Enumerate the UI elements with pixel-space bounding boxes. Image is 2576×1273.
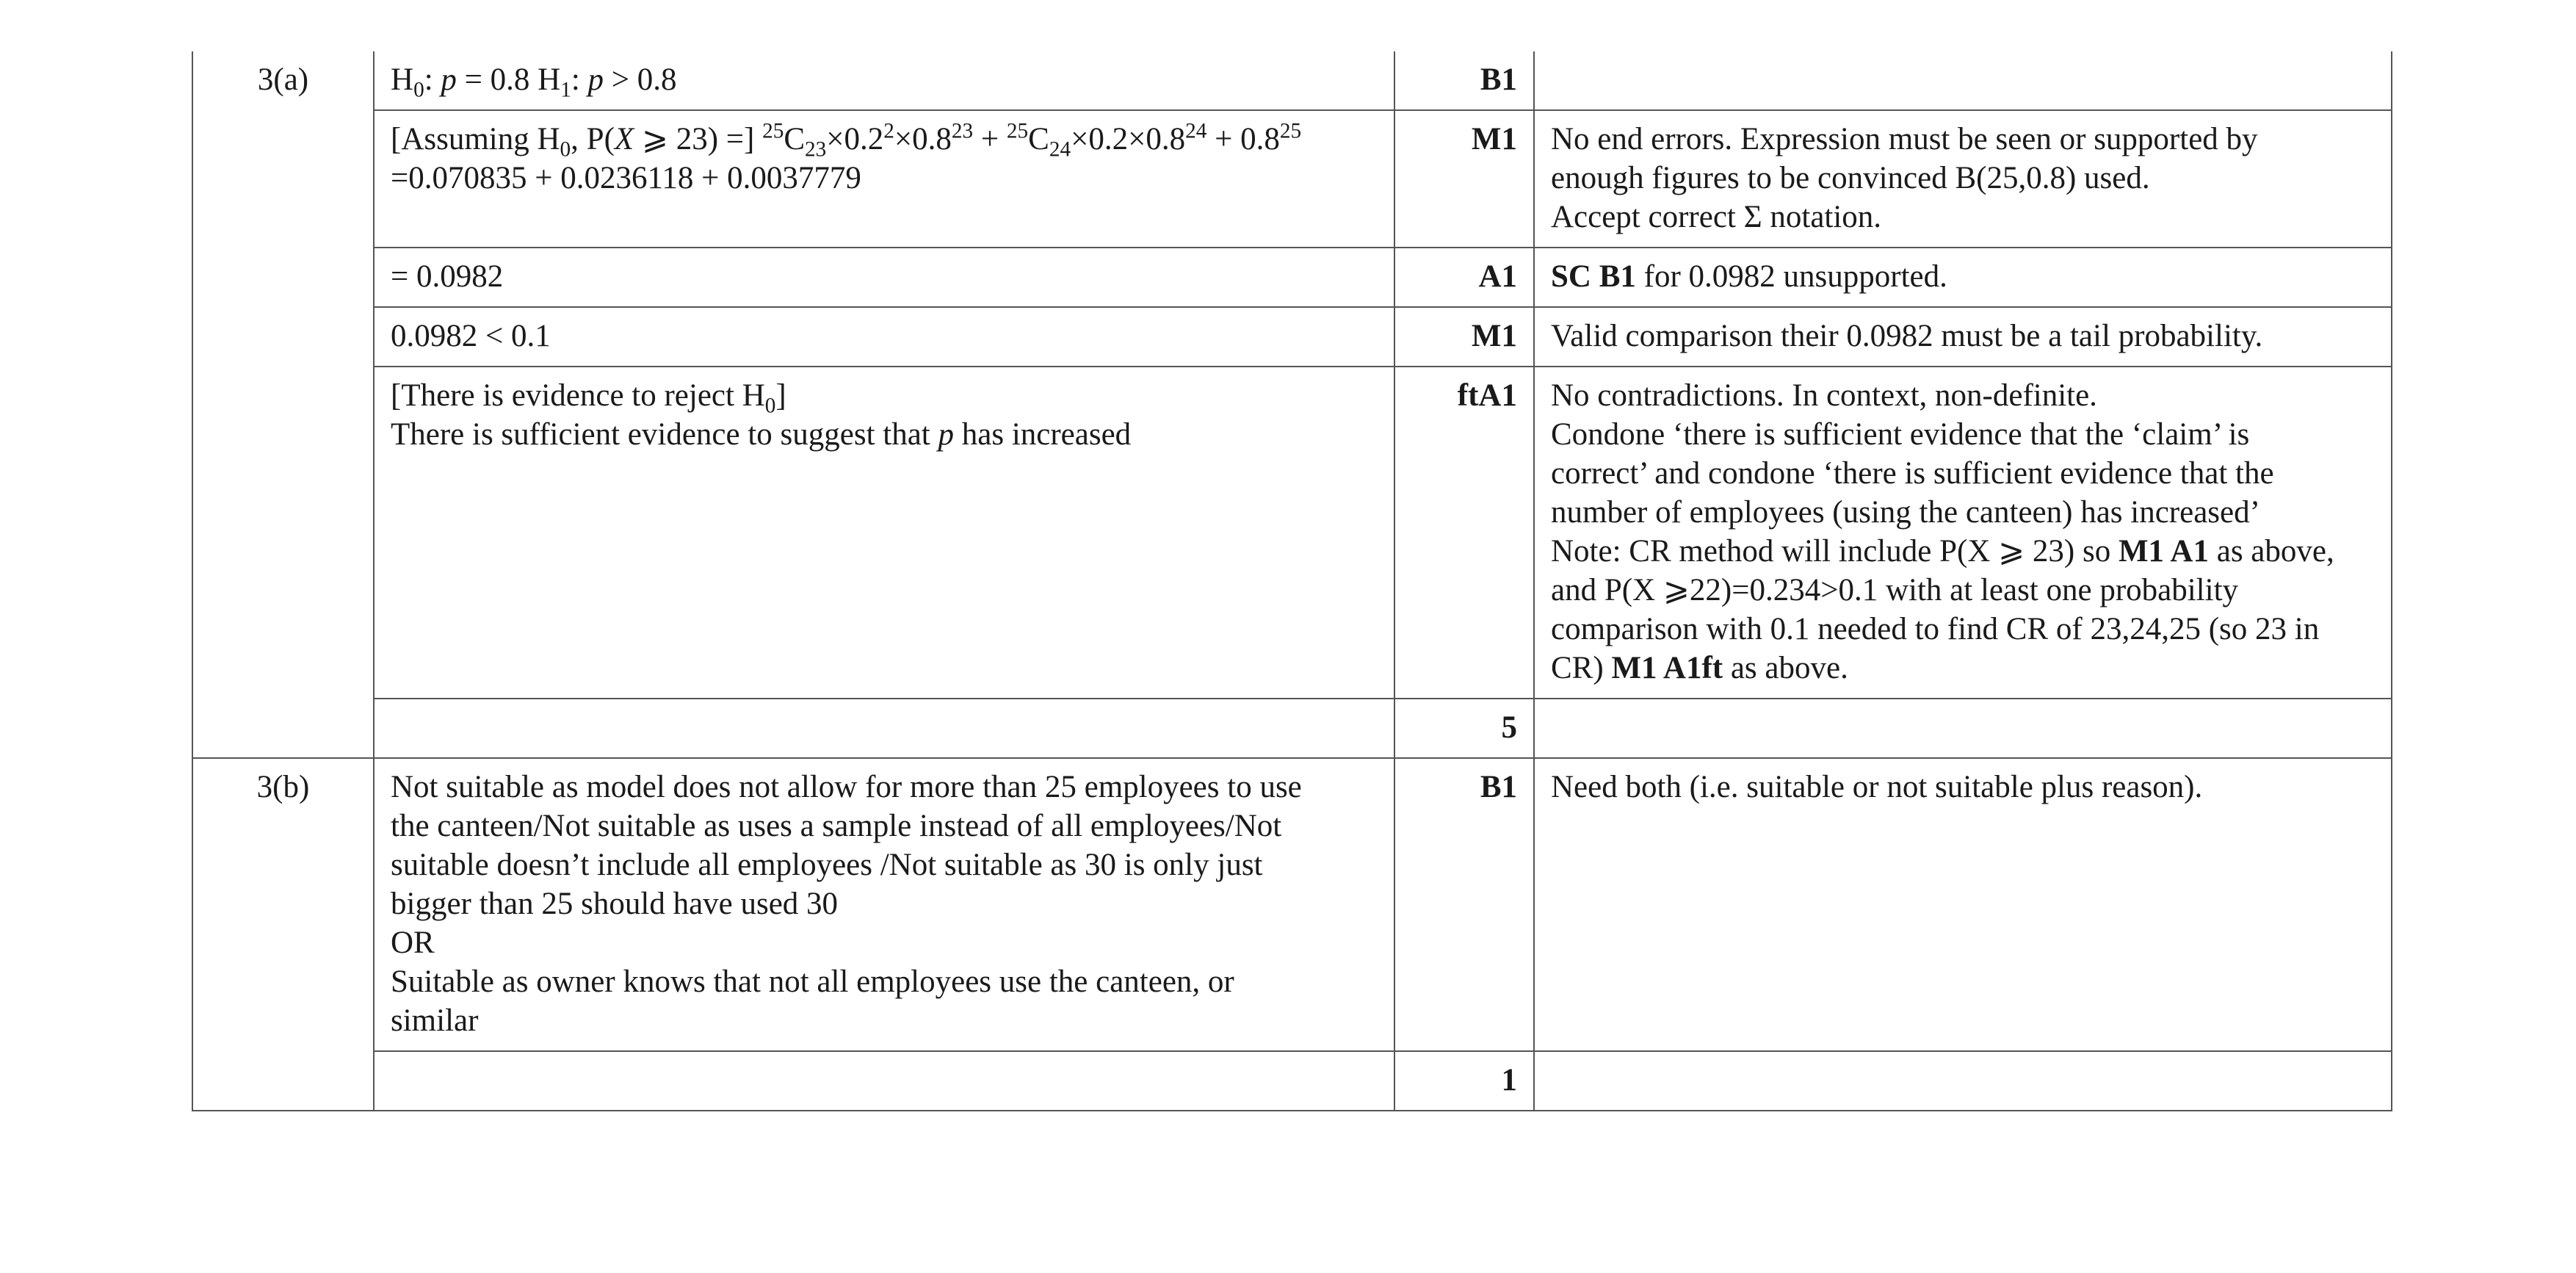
guidance-line: Accept correct Σ notation. xyxy=(1551,200,1882,234)
conclusion-line-1: [There is evidence to reject $H_0$] xyxy=(391,378,786,418)
answer-cell xyxy=(374,110,1394,248)
guidance-line: No end errors. Expression must be seen or supported by xyxy=(1551,122,2258,156)
mark-cell: M1 xyxy=(1394,307,1534,367)
table-row xyxy=(192,248,2392,307)
guidance-line: No contradictions. In context, non-definite. xyxy=(1551,378,2097,413)
table-row xyxy=(192,699,2392,758)
table-row xyxy=(192,758,2392,1051)
mark-cell: A1 xyxy=(1394,248,1534,307)
guidance-cell xyxy=(1534,110,2392,248)
answer-cell xyxy=(374,51,1394,110)
binomial-expression: [Assuming $H_0$, P(X ⩾ 23) =] $^{25}C_{23}\times 0.2^2\times 0.8^{23} + ^{25}C_{24}\times 0.2\times 0.8^{24} + 0.8^{25}$ xyxy=(391,119,1302,162)
table-row xyxy=(192,307,2392,367)
answer-line: similar xyxy=(391,1003,479,1038)
mark-cell: B1 xyxy=(1394,51,1534,110)
answer-line: Suitable as owner knows that not all employees use the canteen, or xyxy=(391,964,1234,999)
guidance-cell xyxy=(1534,1051,2392,1111)
answer-cell xyxy=(374,367,1394,699)
table-row xyxy=(192,1051,2392,1111)
table-row xyxy=(192,51,2392,110)
guidance-line: Condone ‘there is sufficient evidence that the ‘claim’ is xyxy=(1551,417,2250,452)
guidance-cell: Valid comparison their 0.0982 must be a tail probability. xyxy=(1534,307,2392,367)
question-number: 3(b) xyxy=(192,758,374,1111)
guidance-line: enough figures to be convinced B(25,0.8) used. xyxy=(1551,161,2150,195)
guidance-cell xyxy=(1534,367,2392,699)
answer-line: bigger than 25 should have used 30 xyxy=(391,887,839,921)
mark-cell: M1 xyxy=(1394,110,1534,248)
total-mark: 1 xyxy=(1394,1051,1534,1111)
answer-cell: = 0.0982 xyxy=(374,248,1394,307)
conclusion-line-2: There is sufficient evidence to suggest that p has increased xyxy=(391,417,1132,452)
guidance-line: correct’ and condone ‘there is sufficient evidence that the xyxy=(1551,456,2274,491)
question-number: 3(a) xyxy=(192,51,374,758)
binomial-sum: =0.070835 + 0.0236118 + 0.0037779 xyxy=(391,161,861,195)
mark-cell: B1 xyxy=(1394,758,1534,1051)
answer-cell: 0.0982 < 0.1 xyxy=(374,307,1394,367)
hypotheses: $H_0$: p = 0.8 $H_1$: p > 0.8 xyxy=(391,62,677,102)
guidance-bold: SC B1 xyxy=(1551,259,1636,294)
guidance-cell xyxy=(1534,248,2392,307)
answer-line: OR xyxy=(391,926,435,960)
guidance-cell xyxy=(1534,699,2392,758)
table-row xyxy=(192,110,2392,248)
answer-cell xyxy=(374,1051,1394,1111)
answer-cell xyxy=(374,758,1394,1051)
guidance-cell xyxy=(1534,51,2392,110)
total-mark: 5 xyxy=(1394,699,1534,758)
answer-line: Not suitable as model does not allow for more than 25 employees to use xyxy=(391,770,1302,804)
mark-cell: ftA1 xyxy=(1394,367,1534,699)
mark-scheme-table xyxy=(192,51,2392,1111)
answer-line: the canteen/Not suitable as uses a sample instead of all employees/Not xyxy=(391,809,1282,843)
table-row xyxy=(192,367,2392,699)
guidance-text: for 0.0982 unsupported. xyxy=(1635,259,1947,294)
guidance-note: Note: CR method will include P(X ⩾ 23) so M1 A1 as above, and P(X ⩾22)=0.234>0.1 with at least one probability comparison with 0.1 needed to find CR of 23,24,25 (so 23 in CR) M1 A1ft as above. xyxy=(1551,534,2334,685)
answer-cell xyxy=(374,699,1394,758)
answer-line: suitable doesn’t include all employees /Not suitable as 30 is only just xyxy=(391,848,1263,882)
guidance-cell: Need both (i.e. suitable or not suitable plus reason). xyxy=(1534,758,2392,1051)
guidance-line: number of employees (using the canteen) has increased’ xyxy=(1551,495,2260,530)
